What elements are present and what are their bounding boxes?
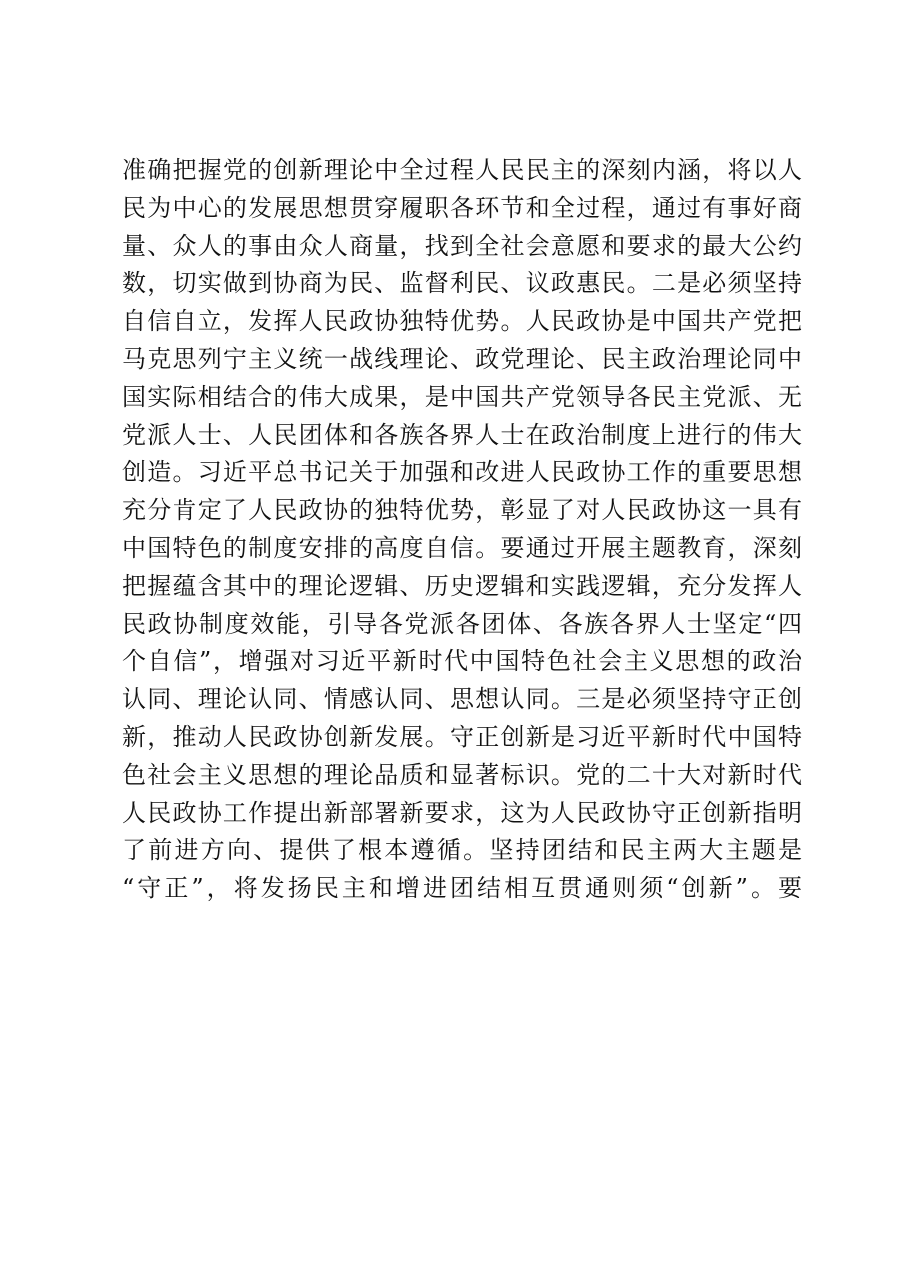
text-line-15: 认同、理论认同、情感认同、思想认同。三是必须坚持守正创	[122, 685, 802, 714]
text-line-2: 民为中心的发展思想贯穿履职各环节和全过程，通过有事好商	[122, 193, 802, 222]
text-line-12: 把握蕴含其中的理论逻辑、历史逻辑和实践逻辑，充分发挥人	[122, 571, 802, 600]
text-line-6: 马克思列宁主义统一战线理论、政党理论、民主政治理论同中	[122, 344, 802, 373]
text-line-19: 了前进方向、提供了根本遵循。坚持团结和民主两大主题是	[122, 836, 802, 865]
text-line-1: 准确把握党的创新理论中全过程人民民主的深刻内涵，将以人	[122, 156, 802, 184]
text-line-18: 人民政协工作提出新部署新要求，这为人民政协守正创新指明	[122, 798, 802, 827]
text-line-13: 民政协制度效能，引导各党派各团体、各族各界人士坚定“四	[122, 609, 802, 638]
text-line-4: 数，切实做到协商为民、监督利民、议政惠民。二是必须坚持	[122, 269, 802, 298]
text-line-10: 充分肯定了人民政协的独特优势，彰显了对人民政协这一具有	[122, 496, 802, 525]
text-line-3: 量、众人的事由众人商量，找到全社会意愿和要求的最大公约	[122, 231, 802, 260]
body-paragraph	[122, 152, 802, 908]
text-line-5: 自信自立，发挥人民政协独特优势。人民政协是中国共产党把	[122, 307, 802, 336]
text-line-8: 党派人士、人民团体和各族各界人士在政治制度上进行的伟大	[122, 420, 802, 449]
text-line-17: 色社会主义思想的理论品质和显著标识。党的二十大对新时代	[122, 760, 802, 789]
text-line-7: 国实际相结合的伟大成果，是中国共产党领导各民主党派、无	[122, 382, 802, 411]
text-line-11: 中国特色的制度安排的高度自信。要通过开展主题教育，深刻	[122, 533, 802, 562]
text-line-14: 个自信”，增强对习近平新时代中国特色社会主义思想的政治	[122, 647, 802, 676]
text-line-20: “守正”，将发扬民主和增进团结相互贯通则须“创新”。要	[122, 874, 802, 903]
text-line-16: 新，推动人民政协创新发展。守正创新是习近平新时代中国特	[122, 722, 802, 751]
text-line-9: 创造。习近平总书记关于加强和改进人民政协工作的重要思想	[122, 458, 802, 487]
